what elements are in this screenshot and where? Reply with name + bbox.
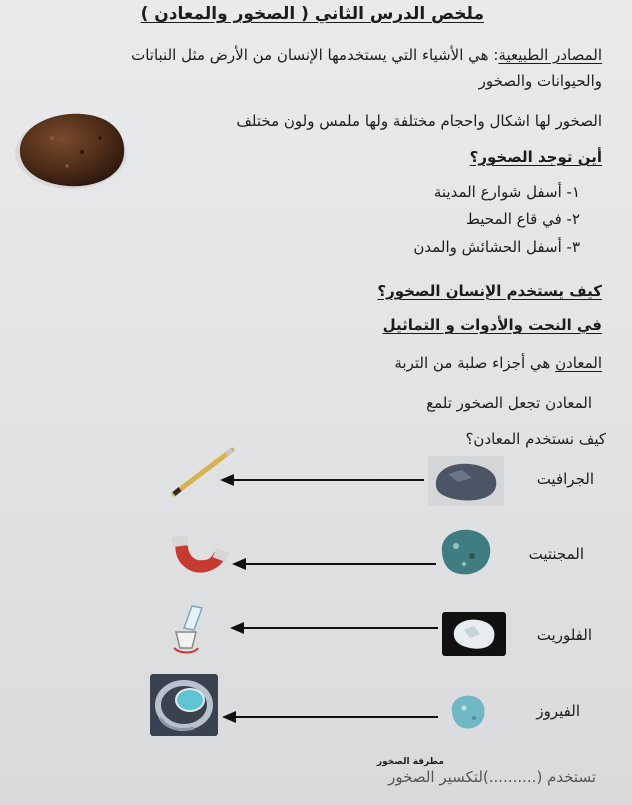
natural-resources-definition-line2: والحيوانات والصخور bbox=[478, 72, 602, 90]
natural-resources-term: المصادر الطبيعية bbox=[498, 46, 602, 64]
rock-image bbox=[12, 108, 130, 192]
magnet-icon bbox=[170, 532, 230, 578]
where-rocks-answer: ١- أسفل شوارع المدينة bbox=[433, 183, 580, 201]
arrow-head bbox=[230, 622, 244, 634]
mineral-name-magnetite: المجنتيت bbox=[528, 545, 584, 563]
arrow bbox=[232, 479, 424, 481]
minerals-definition-text: هي أجزاء صلبة من التربة bbox=[394, 354, 551, 372]
arrow-head bbox=[222, 711, 236, 723]
minerals-definition bbox=[394, 354, 602, 372]
minerals-how-use-question: كيف نستخدم المعادن؟ bbox=[465, 430, 606, 448]
arrow bbox=[234, 716, 438, 718]
natural-resources-definition-text: : هي الأشياء التي يستخدمها الإنسان من الأرض مثل النباتات bbox=[131, 46, 499, 64]
how-use-rocks-question: كيف يستخدم الإنسان الصخور؟ bbox=[377, 282, 602, 300]
rocks-description: الصخور لها اشكال واحجام مختلفة ولها ملمس ولون مختلف bbox=[236, 112, 602, 130]
mineral-name-turquoise: الفيروز bbox=[536, 702, 580, 720]
toothpaste-icon bbox=[168, 602, 212, 656]
mineral-name-fluorite: الفلوريت bbox=[536, 626, 592, 644]
where-rocks-answer: ٢- في قاع المحيط bbox=[466, 210, 580, 228]
bottom-sentence-end: لتكسير الصخور bbox=[388, 768, 483, 786]
graphite-stone-icon bbox=[428, 456, 504, 506]
mineral-name-graphite: الجرافيت bbox=[536, 470, 594, 488]
magnetite-stone-icon bbox=[436, 524, 494, 580]
page-title: ملخص الدرس الثاني ( الصخور والمعادن ) bbox=[140, 4, 484, 24]
minerals-term: المعادن bbox=[555, 354, 602, 372]
arrow bbox=[242, 627, 438, 629]
how-use-rocks-answer: في النحت والأدوات و التماثيل bbox=[382, 316, 602, 334]
turquoise-stone-icon bbox=[444, 690, 490, 734]
natural-resources-definition bbox=[131, 46, 602, 64]
minerals-shine: المعادن تجعل الصخور تلمع bbox=[426, 394, 592, 412]
handwritten-note: مطرقة الصخور bbox=[376, 757, 444, 767]
where-rocks-question: أين توجد الصخور؟ bbox=[469, 148, 602, 166]
where-rocks-answer: ٣- أسفل الحشائش والمدن bbox=[413, 238, 580, 256]
arrow bbox=[244, 563, 436, 565]
bottom-sentence-start: تستخدم ( bbox=[536, 768, 596, 786]
fluorite-stone-icon bbox=[442, 612, 506, 656]
bottom-sentence bbox=[388, 768, 596, 786]
answer-blank: ..........) bbox=[482, 768, 537, 786]
pencil-icon bbox=[168, 444, 238, 500]
arrow-head bbox=[232, 558, 246, 570]
ring-icon bbox=[150, 674, 218, 736]
